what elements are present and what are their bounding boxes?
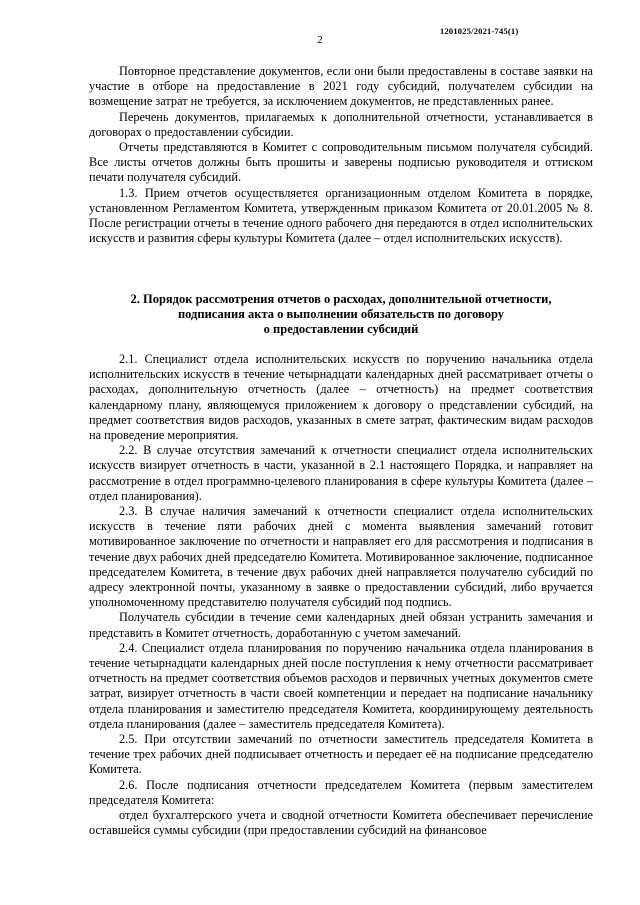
section-heading-line: 2. Порядок рассмотрения отчетов о расходах, дополнительной отчетности, bbox=[130, 292, 552, 306]
paragraph: отдел бухгалтерского учета и сводной отчетности Комитета обеспечивает перечисление оставшейся суммы субсидии (при предоставлении субсидий на финансовое bbox=[89, 808, 593, 838]
section-heading bbox=[89, 292, 593, 338]
section-heading-line: подписания акта о выполнении обязательств по договору bbox=[177, 307, 505, 322]
paragraph: 2.3. В случае наличия замечаний к отчетности специалист отдела исполнительских искусств в течение пяти рабочих дней с момента выявления замечаний готовит мотивированное заключение по отчетности и направляет его для рассмотрения и подписания в течение двух рабочих дней председателю Комитета. Мотивированное заключение, подписанное председателем Комитета, в течение двух рабочих дней направляется получателю субсидий по адресу электронной почты, указанному в заявке о предоставлении субсидий, либо вручается уполномоченному представителю получателя субсидий под подпись. bbox=[89, 504, 593, 610]
paragraph: 2.1. Специалист отдела исполнительских искусств по поручению начальника отдела исполнительских искусств в течение четырнадцати календарных дней рассматривает отчеты о расходах, дополнительную отчетность (далее – отчетность) на предмет соответствия календарному плану, являющемуся приложением к договору о представлении субсидий, на предмет соответствия видов расходов, указанных в смете затрат, фактическим видам расходов на проведение мероприятия. bbox=[89, 352, 593, 443]
paragraph: Перечень документов, прилагаемых к дополнительной отчетности, устанавливается в договорах о предоставлении субсидии. bbox=[89, 109, 593, 139]
paragraph: Повторное представление документов, если они были предоставлены в составе заявки на участие в отборе на предоставление в 2021 году субсидий, получателем субсидии на возмещение затрат не требуется, за исключением документов, не представленных ранее. bbox=[89, 64, 593, 109]
paragraph: Получатель субсидии в течение семи календарных дней обязан устранить замечания и представить в Комитет отчетность, доработанную с учетом замечаний. bbox=[89, 610, 593, 640]
paragraph: 2.2. В случае отсутствия замечаний к отчетности специалист отдела исполнительских искусств визирует отчетность в части, указанной в 2.1 настоящего Порядка, и направляет на рассмотрение в отдел программно-целевого планирования в сфере культуры Комитета (далее – отдел планирования). bbox=[89, 443, 593, 503]
paragraph: 2.6. После подписания отчетности председателем Комитета (первым заместителем председателя Комитета: bbox=[89, 777, 593, 807]
paragraph: Отчеты представляются в Комитет с сопроводительным письмом получателя субсидий. Все листы отчетов должны быть прошиты и заверены подписью руководителя и оттиском печати получателя субсидий. bbox=[89, 140, 593, 185]
body-bottom bbox=[89, 352, 593, 839]
paragraph: 2.4. Специалист отдела планирования по поручению начальника отдела планирования в течение четырнадцати календарных дней после поступления к нему отчетности рассматривает отчетность на предмет соответствия объемов расходов и первичных учетных документов смете затрат, визирует отчетность в части своей компетенции и передает на подписание начальнику отдела планирования и заместителю председателя Комитета, координирующему деятельность отдела планирования (далее – заместитель председателя Комитета). bbox=[89, 640, 593, 731]
body-top bbox=[89, 64, 593, 246]
document-code: 1201025/2021-745(1) bbox=[440, 26, 519, 36]
page-number: 2 bbox=[317, 34, 323, 46]
paragraph: 1.3. Прием отчетов осуществляется организационным отделом Комитета в порядке, установленном Регламентом Комитета, утвержденным приказом Комитета от 20.01.2005 № 8. После регистрации отчеты в течение одного рабочего дня передаются в отдел исполнительских искусств и развития сферы культуры Комитета (далее – отдел исполнительских искусств). bbox=[89, 185, 593, 246]
paragraph: 2.5. При отсутствии замечаний по отчетности заместитель председателя Комитета в течение трех рабочих дней подписывает отчетность и передает её на подписание председателю Комитета. bbox=[89, 732, 593, 777]
section-heading-line: о предоставлении субсидий bbox=[263, 322, 419, 337]
